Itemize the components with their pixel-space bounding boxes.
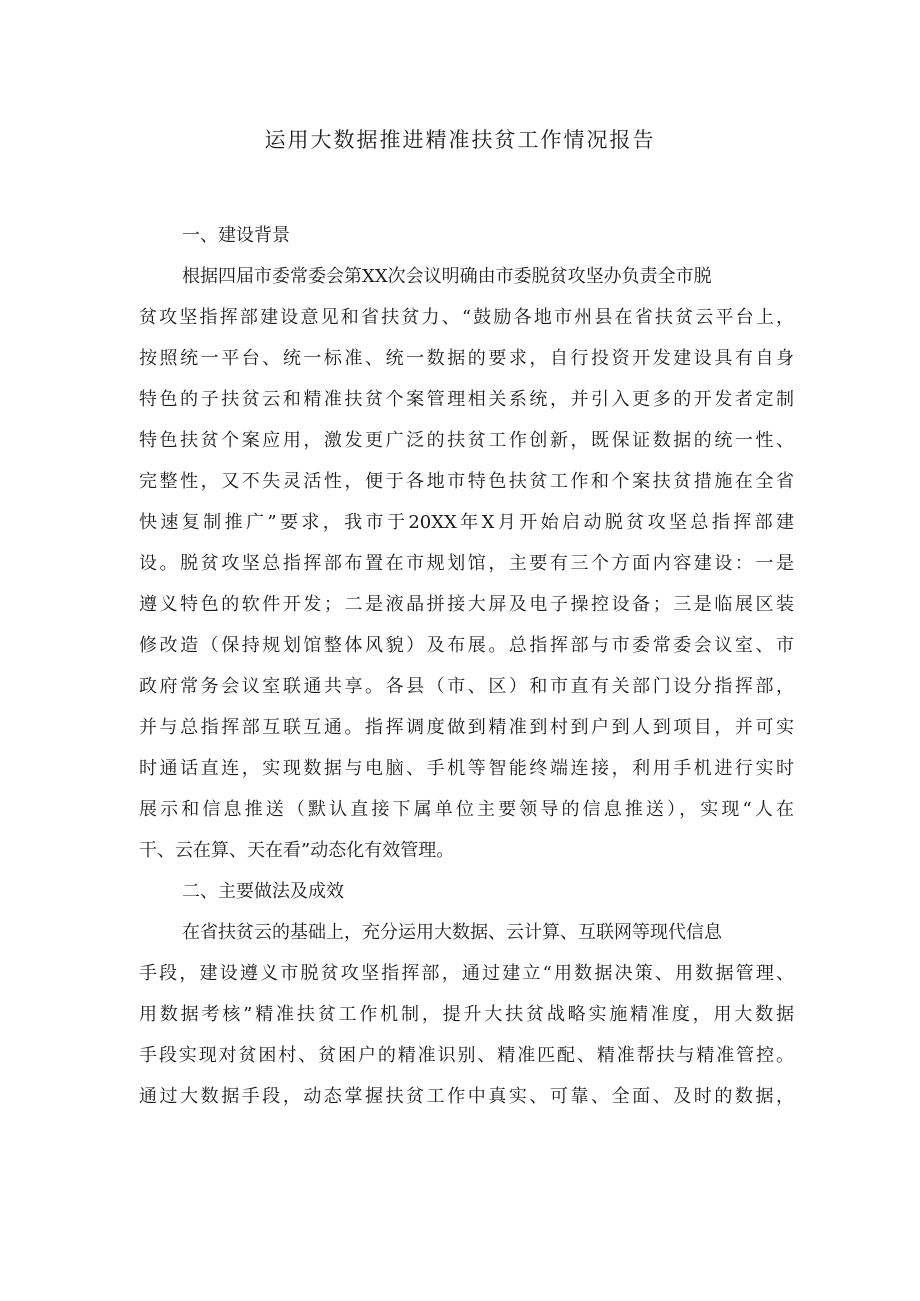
paragraph-line: 特色扶贫个案应用，激发更广泛的扶贫工作创新，既保证数据的统一性、 bbox=[139, 430, 794, 451]
paragraph-line: 用数据考核”精准扶贫工作机制，提升大扶贫战略实施精准度，用大数据 bbox=[139, 1004, 794, 1025]
document-title: 运用大数据推进精准扶贫工作情况报告 bbox=[264, 128, 656, 152]
paragraph-line: 手段，建设遵义市脱贫攻坚指挥部，通过建立“用数据决策、用数据管理、 bbox=[139, 963, 794, 984]
paragraph-line: 遵义特色的软件开发；二是液晶拼接大屏及电子操控设备；三是临展区装 bbox=[139, 594, 794, 615]
paragraph-line: 并与总指挥部互联互通。指挥调度做到精准到村到户到人到项目，并可实 bbox=[139, 717, 794, 738]
paragraph-line: 快速复制推广”要求，我市于20XX年X月开始启动脱贫攻坚总指挥部建 bbox=[139, 512, 794, 533]
paragraph-line: 手段实现对贫困村、贫困户的精准识别、精准匹配、精准帮扶与精准管控。 bbox=[139, 1045, 794, 1066]
paragraph-line: 修改造（保持规划馆整体风貌）及布展。总指挥部与市委常委会议室、市 bbox=[139, 635, 794, 656]
paragraph-line: 干、云在算、天在看”动态化有效管理。 bbox=[139, 840, 455, 861]
paragraph-line: 贫攻坚指挥部建设意见和省扶贫力、“鼓励各地市州县在省扶贫云平台上， bbox=[139, 307, 794, 328]
paragraph-line: 政府常务会议室联通共享。各县（市、区）和市直有关部门设分指挥部， bbox=[139, 676, 794, 697]
paragraph-line: 时通话直连，实现数据与电脑、手机等智能终端连接，利用手机进行实时 bbox=[139, 758, 794, 779]
paragraph-line: 根据四届市委常委会第XX次会议明确由市委脱贫攻坚办负责全市脱 bbox=[182, 266, 712, 287]
paragraph-line: 通过大数据手段，动态掌握扶贫工作中真实、可靠、全面、及时的数据， bbox=[139, 1086, 794, 1107]
section-heading-methods: 二、主要做法及成效 bbox=[182, 881, 344, 902]
paragraph-line: 设。脱贫攻坚总指挥部布置在市规划馆，主要有三个方面内容建设：一是 bbox=[139, 553, 794, 574]
paragraph-line: 特色的子扶贫云和精准扶贫个案管理相关系统，并引入更多的开发者定制 bbox=[139, 389, 794, 410]
section-heading-background: 一、建设背景 bbox=[182, 225, 290, 246]
paragraph-line: 按照统一平台、统一标准、统一数据的要求，自行投资开发建设具有自身 bbox=[139, 348, 794, 369]
paragraph-line: 在省扶贫云的基础上，充分运用大数据、云计算、互联网等现代信息 bbox=[182, 922, 722, 943]
paragraph-line: 展示和信息推送（默认直接下属单位主要领导的信息推送），实现“人在 bbox=[139, 799, 794, 820]
paragraph-line: 完整性，又不失灵活性，便于各地市特色扶贫工作和个案扶贫措施在全省 bbox=[139, 471, 794, 492]
